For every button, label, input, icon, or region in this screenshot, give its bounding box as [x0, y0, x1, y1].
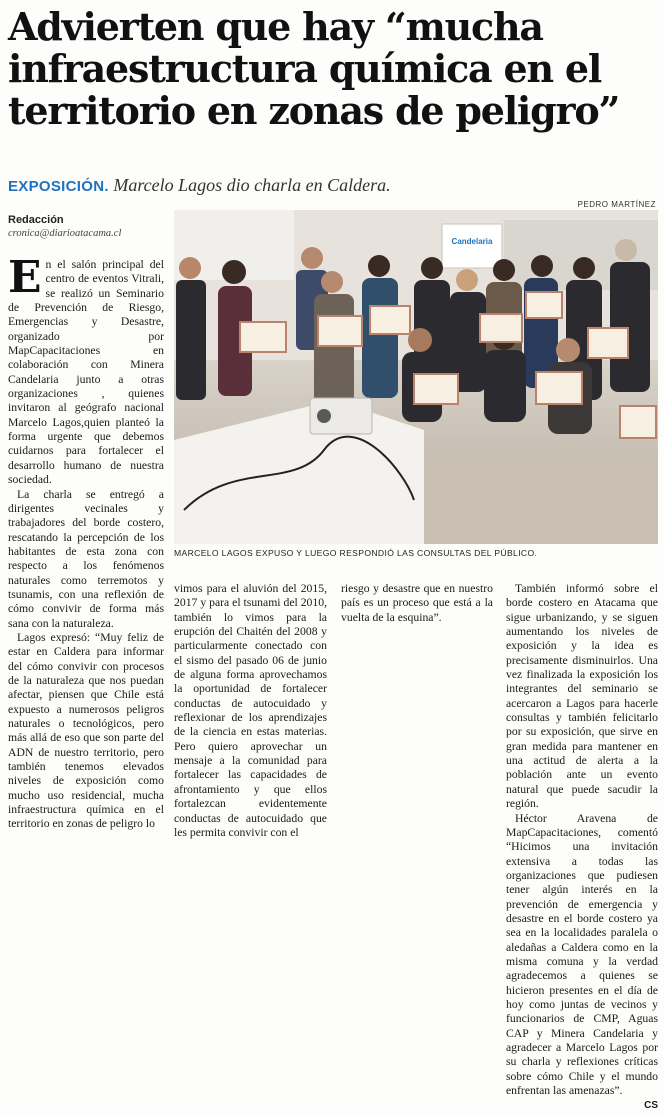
- column-2: [174, 582, 327, 840]
- author-email: cronica@diarioatacama.cl: [8, 228, 122, 239]
- end-mark: [506, 1098, 658, 1113]
- group-photo: [174, 210, 658, 544]
- column-1: [8, 252, 164, 832]
- headline: Advierten que hay “mucha infraestructura química en el territorio en zonas de peligro”: [8, 4, 620, 133]
- group-photo-illustration: [174, 210, 658, 544]
- paragraph-4: También informó sobre el borde costero en Atacama que sigue urbanizando, y se siguen aumentando los niveles de exposición y la idea es precisamente disminuirlos. Una vez finalizada la exposición los integrantes del seminario se acercaron a Lagos para hacerle consultas y también felicitarlo por su exposición, que sirve en gran medida para mantener en una actitud de alerta a la población ante un evento natural que puede sacudir la región.: [506, 582, 658, 811]
- author-name: Redacción: [8, 214, 64, 226]
- byline: [8, 214, 168, 239]
- banner-text: Candelaria: [451, 237, 493, 246]
- paragraph-1: [8, 252, 164, 488]
- paragraph-2: La charla se entregó a dirigentes vecinales y trabajadores del borde costero, rescatando la percepción de los habitantes de esta zona con respecto a los fenómenos naturales como terremotos y tsunamis, con una reflexión de cómo convivir de forma más sana con la naturaleza.: [8, 487, 164, 630]
- paragraph-3-cont: vimos para el aluvión del 2015, 2017 y para el tsunami del 2010, también lo vimos para la erupción del Chaitén del 2008 y particularmente conectado con el sismo del pasado 06 de junio de alguna forma aprovechamos la oportunidad de fortalecer conductas de autocuidado y reflexionar de los aprendizajes de la ciencia en estas materias. Pero quiero aprovechar un mensaje a la comunidad para fortalecer las capacidades de afrontamiento y que ellos fortalezcan evidentemente conductas de autocuidado que les permita convivir con el: [174, 582, 327, 839]
- dropcap: E: [8, 252, 42, 303]
- deck: Marcelo Lagos dio charla en Caldera.: [113, 175, 391, 195]
- photo-credit: PEDRO MARTÍNEZ: [577, 200, 656, 209]
- paragraph-3-cont: riesgo y desastre que en nuestro país es un proceso que está a la vuelta de la esquina”.: [341, 582, 493, 624]
- kicker: [8, 174, 658, 198]
- photo-caption: MARCELO LAGOS EXPUSO Y LUEGO RESPONDIÓ LAS CONSULTAS DEL PÚBLICO.: [174, 548, 538, 558]
- section-label: EXPOSICIÓN.: [8, 178, 109, 195]
- column-3: [341, 582, 493, 625]
- end-mark-text: CS: [644, 1100, 658, 1112]
- paragraph-3: Lagos expresó: “Muy feliz de estar en Caldera para informar del cómo convivir con procesos de la naturaleza que nos puedan afectar, piensen que Chile está expuesto a numerosos peligros naturales o tecnológicos, pero más allá de eso que son parte del ADN de nuestro territorio, pero también tenemos elevados niveles de exposición como mucho uso residencial, mucha infraestructura química en el territorio en zonas de peligro lo: [8, 630, 164, 831]
- paragraph-1-text: n el salón principal del centro de eventos Vitrali, se realizó un Seminario de Prevención de Riesgo, Emergencias y Desastre, organizado por MapCapacitaciones en colaboración con Minera Candelaria junto a otras organizaciones , quienes invitaron al geógrafo nacional Marcelo Lagos,quien planteó la forma urgente que debemos cuidarnos para fortalecer el desarrollo humano de nuestra sociedad.: [8, 258, 164, 487]
- paragraph-5: Héctor Aravena de MapCapacitaciones, comentó “Hicimos una invitación extensiva a todas las organizaciones que pudiesen tener algún interés en la prevención de emergencia y desastre en el borde costero ya sea en la localidades paralela o aledañas a Caldera como en la misma comuna y la verdad agradecemos a quienes se hicieron presentes en el día de hoy como juntas de vecinos y funcionarios de CMP, Aguas CAP y Minera Candelaria y agradecer a Marcelo Lagos por su charla y reflexiones críticas sobre cómo Chile y el mundo enfrentan las amenazas”.: [506, 811, 658, 1098]
